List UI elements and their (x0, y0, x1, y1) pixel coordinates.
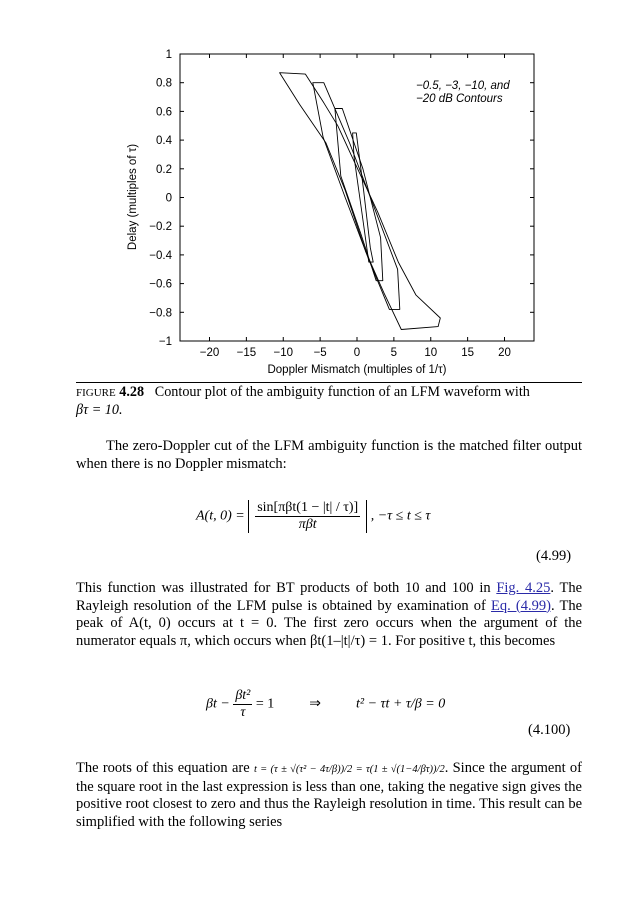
y-tick-label: 0.2 (156, 163, 172, 176)
y-tick-label: −0.8 (149, 307, 172, 320)
ambiguity-contour-chart (0, 0, 636, 380)
x-axis-label: Doppler Mismatch (multiples of 1/τ) (267, 364, 447, 376)
y-tick-label: −0.6 (149, 278, 172, 291)
y-axis-label: Delay (multiples of τ) (127, 143, 139, 251)
p2-text-b: . The Rayleigh resolution of the LFM pulse is obtained by examination of (76, 580, 583, 614)
eq99-lhs: A(t, 0) = (196, 508, 245, 524)
y-tick-label: −1 (158, 336, 172, 348)
contour-lines (280, 73, 441, 330)
figure-word: FIGURE (76, 387, 116, 399)
x-tick-label: 10 (424, 347, 438, 359)
y-tick-label: −0.2 (149, 221, 172, 234)
eq100-right: t² − τt + τ/β = 0 (356, 696, 446, 712)
figure-caption (76, 384, 586, 419)
figure-label (76, 384, 144, 400)
y-tick-label: 0.4 (156, 135, 172, 148)
equation-4-100 (206, 688, 445, 721)
paragraph-3 (76, 760, 582, 831)
link-eq-4-99[interactable]: Eq. (4.99) (491, 597, 551, 614)
eq99-condition: , −τ ≤ t ≤ τ (370, 508, 431, 524)
y-tick-label: 0.8 (156, 77, 172, 90)
p3-text-a: The roots of this equation are (76, 760, 254, 776)
equation-number-4-99: (4.99) (536, 548, 572, 564)
figure-number: 4.28 (119, 384, 145, 400)
x-tick-label: 5 (390, 347, 398, 359)
eq100-frac-numerator: βt² (235, 688, 251, 703)
paragraph-2 (76, 580, 582, 650)
contour-annotation-line-2: −20 dB Contours (416, 93, 503, 105)
y-tick-label: 0.6 (156, 106, 172, 119)
x-tick-label: 0 (353, 347, 361, 359)
contour-annotation-line-1: −0.5, −3, −10, and (416, 80, 510, 92)
x-tick-label: −20 (199, 347, 220, 359)
y-tick-label: 0 (165, 192, 172, 205)
p2-text-a: This function was illustrated for BT products of both 10 and 100 in (76, 580, 497, 596)
x-tick-label: −10 (273, 347, 294, 359)
p3-inline-equation: t = (τ ± √(τ² − 4τ/β))/2 = τ(1 ± √(1−4/βτ))/2 (253, 764, 445, 775)
contour-10db (313, 83, 400, 310)
eq100-rhs: = 1 (255, 696, 275, 712)
y-tick-label: −0.4 (149, 249, 172, 262)
p3-text-b: . Since the argument of the square root in the last expression is less than one, taking the negative sign gives the positive root closest to zero and thus the Rayleigh resolution in time. This result can be simplified with the following series (76, 760, 582, 830)
p2-text-c: . The peak of A(t, 0) occurs at t = 0. The first zero occurs when the argument of the numerator equals π, which occurs when βt(1–|t|/τ) = 1. For positive t, this becomes (76, 597, 583, 649)
eq100-left: βt − (206, 696, 230, 712)
caption-text: Contour plot of the ambiguity function of an LFM waveform with (154, 384, 530, 400)
equation-4-99 (196, 500, 430, 533)
eq99-denominator: πβt (298, 517, 317, 532)
x-tick-label: −5 (313, 347, 327, 359)
link-fig-4-25[interactable]: Fig. 4.25 (496, 580, 551, 596)
x-tick-label: 20 (498, 347, 511, 359)
x-tick-label: 15 (461, 347, 475, 359)
eq100-implies: ⇒ (309, 696, 322, 712)
y-tick-label: 1 (165, 49, 172, 61)
paragraph-1: The zero-Doppler cut of the LFM ambiguity function is the matched filter output when there is no Doppler mismatch: (76, 438, 582, 472)
eq99-numerator: sin[πβt(1 − |t| / τ)] (257, 500, 359, 515)
caption-text-line2: βτ = 10. (76, 402, 123, 418)
eq100-frac-denominator: τ (240, 705, 246, 720)
x-tick-label: −15 (236, 347, 257, 359)
caption-rule (76, 382, 582, 383)
equation-number-4-100: (4.100) (528, 722, 571, 738)
